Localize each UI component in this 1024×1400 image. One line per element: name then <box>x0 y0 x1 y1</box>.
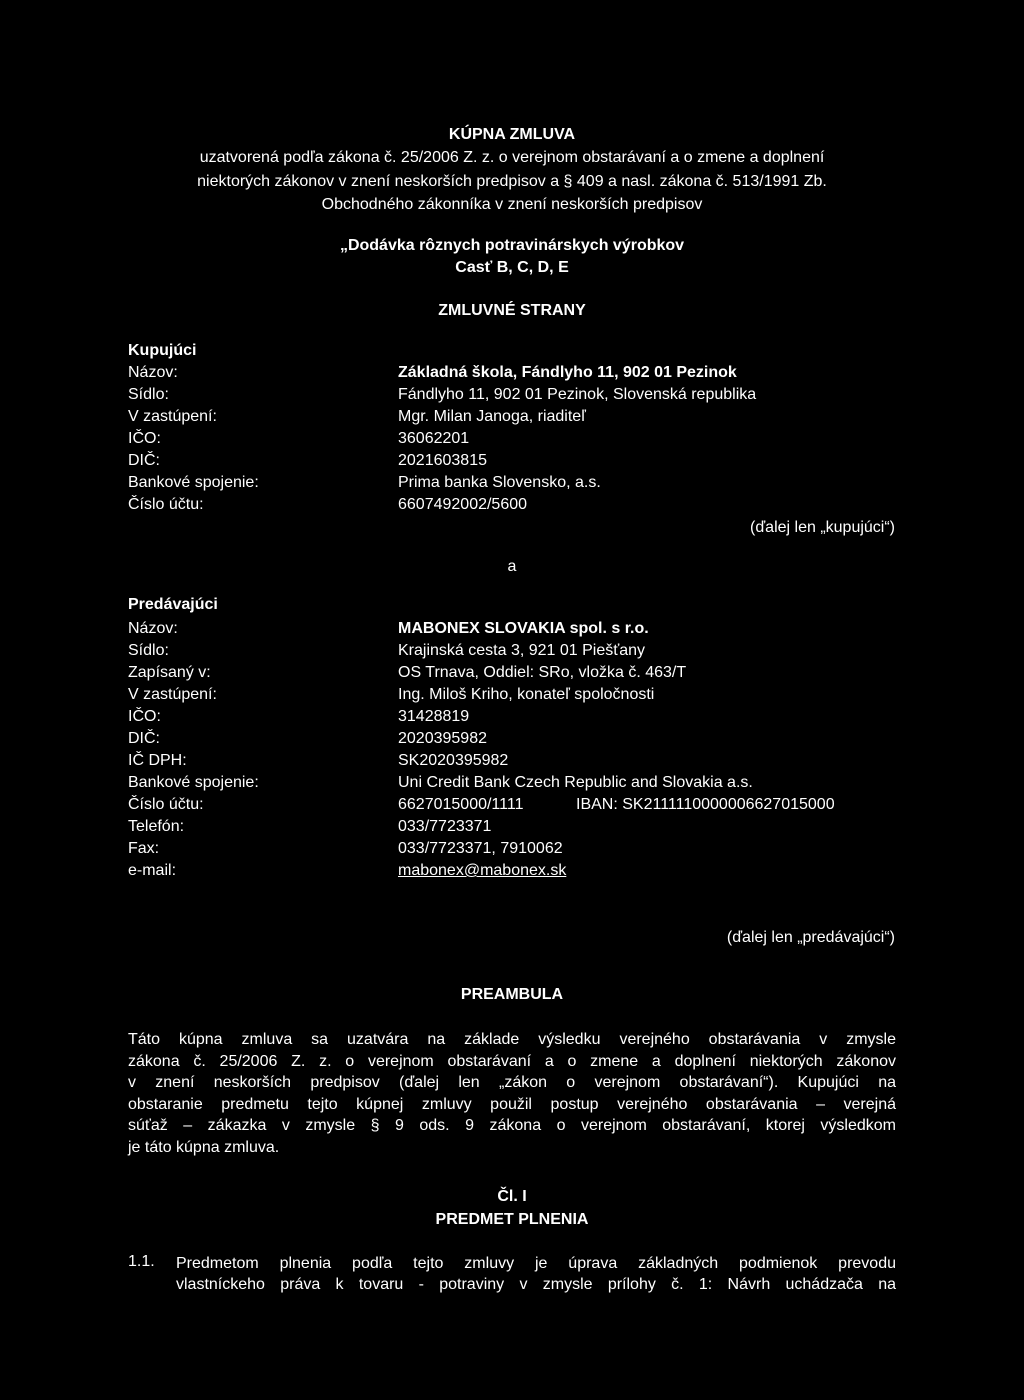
buyer-heading: Kupujúci <box>128 342 197 359</box>
seller-label: e-mail: <box>128 862 177 879</box>
item-paragraph <box>176 1253 896 1295</box>
preamble-line: Táto kúpna zmluva sa uzatvára na základe výsledku verejného obstarávania v zmysle <box>128 1031 896 1048</box>
preamble-heading: PREAMBULA <box>460 986 564 1003</box>
seller-label: IČ DPH: <box>128 752 187 769</box>
seller-label: DIČ: <box>128 730 160 747</box>
buyer-ico-value: 36062201 <box>398 430 470 447</box>
buyer-account-value: 6607492002/5600 <box>398 496 528 513</box>
seller-heading: Predávajúci <box>128 596 218 613</box>
seller-hereinafter: (ďalej len „predávajúci“) <box>726 929 895 946</box>
seller-label: IČO: <box>128 708 161 725</box>
preamble-line: je táto kúpna zmluva. <box>128 1138 280 1156</box>
buyer-label: Názov: <box>128 364 178 381</box>
seller-representative-value: Ing. Miloš Kriho, konateľ spoločnosti <box>398 686 655 703</box>
seller-account-value: 6627015000/1111 <box>398 796 524 813</box>
seller-label: Fax: <box>128 840 160 857</box>
seller-label: Sídlo: <box>128 642 169 659</box>
seller-seat-value: Krajinská cesta 3, 921 01 Piešťany <box>398 642 646 659</box>
conjunction: a <box>507 558 517 575</box>
seller-label: Telefón: <box>128 818 185 835</box>
preamble-line: zákona č. 25/2006 Z. z. o verejnom obstarávaní a o zmene a doplnení niektorých zákonov <box>128 1052 896 1070</box>
buyer-hereinafter: (ďalej len „kupujúci“) <box>750 519 895 536</box>
seller-label: Zapísaný v: <box>128 664 211 681</box>
subtitle-line: Obchodného zákonníka v znení neskorších predpisov <box>321 196 703 213</box>
preamble-paragraph <box>128 1029 896 1158</box>
seller-email-link[interactable]: mabonex@mabonex.sk <box>398 862 567 879</box>
seller-ico-value: 31428819 <box>398 708 470 725</box>
document-title: KÚPNA ZMLUVA <box>448 126 576 143</box>
buyer-seat-value: Fándlyho 11, 902 01 Pezinok, Slovenská republika <box>398 386 757 403</box>
preamble-line: obstaranie predmetu tejto kúpnej zmluvy použil postup verejného obstarávania – verejná <box>128 1095 896 1113</box>
seller-label: Číslo účtu: <box>128 796 204 813</box>
preamble-line: v znení neskorších predpisov (ďalej len „zákon o verejnom obstarávaní“). Kupujúci na <box>128 1074 896 1091</box>
seller-phone-value: 033/7723371 <box>398 818 492 835</box>
subtitle-line: niektorých zákonov v znení neskorších predpisov a § 409 a nasl. zákona č. 513/1991 Zb. <box>197 173 827 190</box>
seller-iban-value: IBAN: SK2111110000006627015000 <box>576 796 835 813</box>
buyer-dic-value: 2021603815 <box>398 452 487 469</box>
buyer-label: Bankové spojenie: <box>128 474 259 491</box>
buyer-label: Sídlo: <box>128 386 169 403</box>
buyer-label: Číslo účtu: <box>128 496 204 513</box>
buyer-label: V zastúpení: <box>128 408 217 425</box>
seller-registered-value: OS Trnava, Oddiel: SRo, vložka č. 463/T <box>398 664 687 681</box>
buyer-bank-value: Prima banka Slovensko, a.s. <box>398 474 601 491</box>
item-line: Predmetom plnenia podľa tejto zmluvy je úprava základných podmienok prevodu <box>176 1255 896 1272</box>
preamble-line: súťaž – zákazka v zmysle § 9 ods. 9 zákona o verejnom obstarávaní, ktorej výsledkom <box>128 1117 896 1134</box>
seller-label: Názov: <box>128 620 178 637</box>
buyer-representative-value: Mgr. Milan Janoga, riaditeľ <box>398 408 586 425</box>
article-number: Čl. I <box>497 1188 527 1205</box>
subtitle-line: uzatvorená podľa zákona č. 25/2006 Z. z. o verejnom obstarávaní a o zmene a doplnení <box>199 149 825 166</box>
contract-subject: „Dodávka rôznych potravinárskych výrobkov <box>339 237 685 254</box>
buyer-label: IČO: <box>128 430 161 447</box>
seller-vat-value: SK2020395982 <box>398 752 509 769</box>
article-title: PREDMET PLNENIA <box>435 1211 589 1228</box>
seller-label: Bankové spojenie: <box>128 774 259 791</box>
item-line: vlastníckeho práva k tovaru - potraviny v zmysle prílohy č. 1: Návrh uchádzača na <box>176 1276 896 1293</box>
item-number: 1.1. <box>128 1253 155 1270</box>
buyer-name-value: Základná škola, Fándlyho 11, 902 01 Pezinok <box>398 364 737 381</box>
seller-dic-value: 2020395982 <box>398 730 487 747</box>
seller-bank-value: Uni Credit Bank Czech Republic and Slovakia a.s. <box>398 774 753 791</box>
seller-name-value: MABONEX SLOVAKIA spol. s r.o. <box>398 620 649 637</box>
seller-fax-value: 033/7723371, 7910062 <box>398 840 563 857</box>
seller-label: V zastúpení: <box>128 686 217 703</box>
buyer-label: DIČ: <box>128 452 160 469</box>
parties-heading: ZMLUVNÉ STRANY <box>438 302 586 319</box>
contract-parts: Casť B, C, D, E <box>455 259 569 276</box>
